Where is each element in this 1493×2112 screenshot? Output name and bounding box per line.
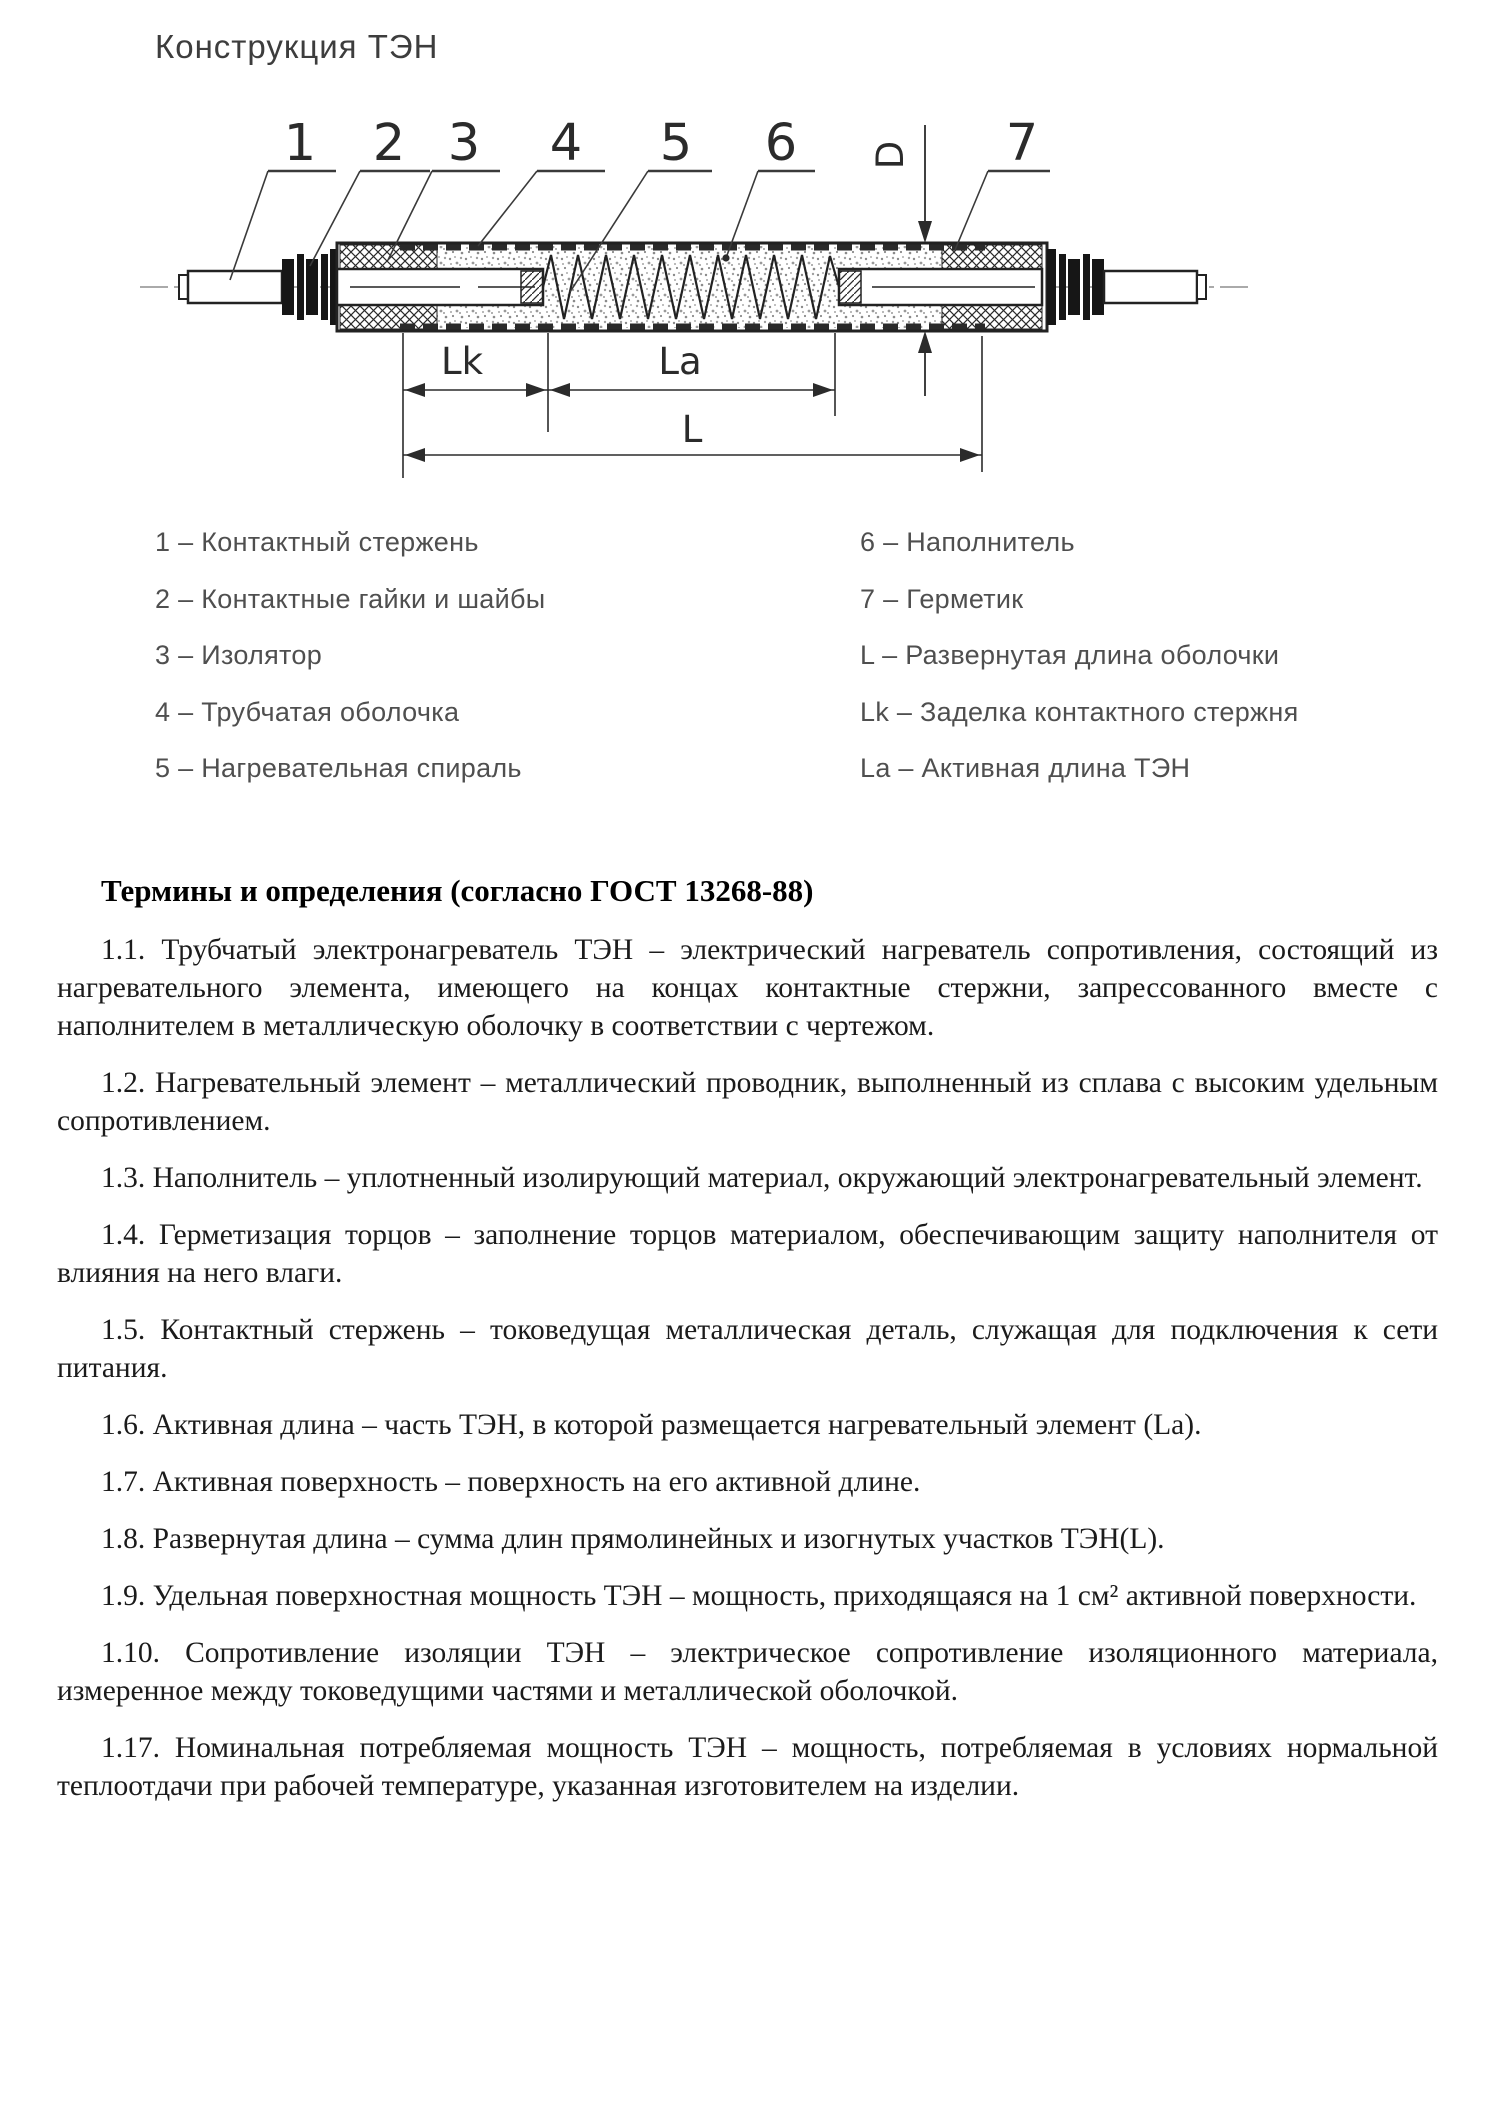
coil-weld-right xyxy=(839,271,861,303)
contact-rod-left-tip xyxy=(179,275,188,299)
legend-column-right xyxy=(860,527,1299,810)
heater-construction-diagram xyxy=(0,0,1493,500)
callout-5: 5 xyxy=(659,114,693,173)
legend-item: La – Активная длина ТЭН xyxy=(860,753,1191,783)
page-title: Конструкция ТЭН xyxy=(155,28,439,65)
legend-item: 1 – Контактный стержень xyxy=(155,527,479,557)
term-1-17: 1.17. Номинальная потребляемая мощность ТЭН – мощность, потребляемая в условиях нормальной теплоотдачи при рабочей температуре, указанная изготовителем на изделии. xyxy=(57,1732,1438,1802)
coil-weld-left xyxy=(521,271,543,303)
legend-item: 2 – Контактные гайки и шайбы xyxy=(155,583,546,614)
nut-stack-right xyxy=(1047,249,1104,325)
term-1-1: 1.1. Трубчатый электронагреватель ТЭН – электрический нагреватель сопротивления, состоящий из нагревательного элемента, имеющего на концах контактные стержни, запрессованного вместе с наполнителем в металлическую оболочку в соответствии с чертежом. xyxy=(57,934,1438,1042)
contact-rod-right-tip xyxy=(1197,275,1206,299)
legend-column-left xyxy=(155,527,545,810)
term-1-7: 1.7. Активная поверхность – поверхность на его активной длине. xyxy=(101,1466,921,1498)
dimension-l-label: L xyxy=(681,408,703,451)
term-1-3: 1.3. Наполнитель – уплотненный изолирующий материал, окружающий электронагревательный элемент. xyxy=(101,1162,1423,1194)
callout-1: 1 xyxy=(283,114,317,173)
callout-2: 2 xyxy=(372,114,406,173)
terms-heading: Термины и определения (согласно ГОСТ 13268-88) xyxy=(101,873,814,908)
dimension-d-label: D xyxy=(869,140,912,170)
legend-item: 3 – Изолятор xyxy=(155,640,323,670)
term-1-8: 1.8. Развернутая длина – сумма длин прямолинейных и изогнутых участков ТЭН(L). xyxy=(101,1523,1165,1555)
legend-item: 6 – Наполнитель xyxy=(860,527,1075,557)
dimension-lk-label: Lk xyxy=(440,340,484,383)
legend-item: Lk – Заделка контактного стержня xyxy=(860,696,1299,727)
term-1-4: 1.4. Герметизация торцов – заполнение торцов материалом, обеспечивающим защиту наполнителя от влияния на него влаги. xyxy=(57,1219,1438,1289)
term-1-2: 1.2. Нагревательный элемент – металлический проводник, выполненный из сплава с высоким удельным сопротивлением. xyxy=(57,1067,1438,1137)
callout-6: 6 xyxy=(764,114,798,173)
nut-stack-left xyxy=(282,249,339,325)
callout-3: 3 xyxy=(447,114,481,173)
legend-item: L – Развернутая длина оболочки xyxy=(860,640,1280,670)
legend-item: 5 – Нагревательная спираль xyxy=(155,753,522,783)
heater-drawing xyxy=(140,243,1252,331)
dimension-la-label: La xyxy=(658,340,702,383)
contact-rod-left xyxy=(188,271,282,303)
callout-7: 7 xyxy=(1005,114,1039,173)
term-1-9: 1.9. Удельная поверхностная мощность ТЭН – мощность, приходящаяся на 1 см² активной поверхности. xyxy=(101,1580,1417,1612)
leader-dot-filler xyxy=(722,254,729,261)
terms-section xyxy=(57,872,1438,1824)
contact-rod-right xyxy=(1104,271,1197,303)
legend-item: 4 – Трубчатая оболочка xyxy=(155,696,460,727)
callout-4: 4 xyxy=(549,114,583,173)
term-1-5: 1.5. Контактный стержень – токоведущая металлическая деталь, служащая для подключения к сети питания. xyxy=(57,1314,1438,1384)
legend-item: 7 – Герметик xyxy=(860,583,1024,614)
term-1-6: 1.6. Активная длина – часть ТЭН, в которой размещается нагревательный элемент (La). xyxy=(101,1409,1202,1441)
term-1-10: 1.10. Сопротивление изоляции ТЭН – электрическое сопротивление изоляционного материала, измеренное между токоведущими частями и металлической оболочкой. xyxy=(57,1637,1438,1707)
